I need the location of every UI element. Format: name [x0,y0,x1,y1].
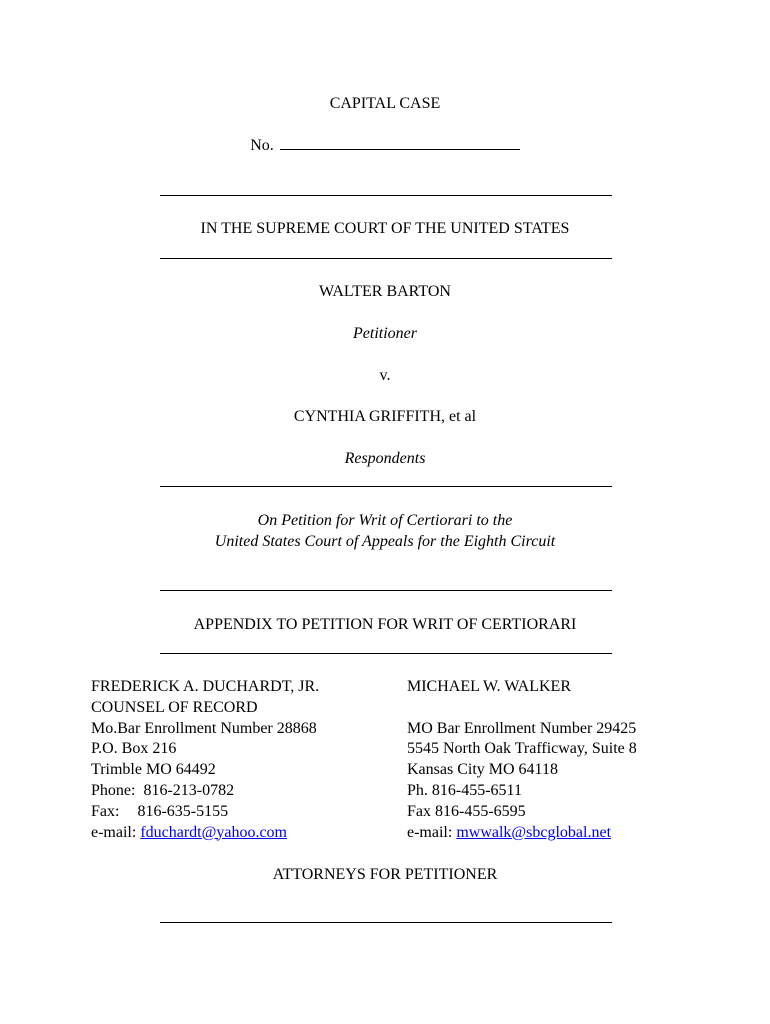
counsel-left-email-link[interactable]: fduchardt@yahoo.com [140,823,287,841]
counsel-left-email-line [91,823,319,844]
divider-3 [160,486,612,487]
case-number-line [0,137,770,155]
case-number-blank [280,137,520,150]
counsel-right-address2: Kansas City MO 64118 [407,761,558,779]
divider-4 [160,590,612,591]
petitioner-role: Petitioner [353,325,417,342]
counsel-left-address2: Trimble MO 64492 [91,761,216,779]
case-number-label: No. [250,137,274,154]
petition-line-2: United States Court of Appeals for the Eighth Circuit [214,533,556,550]
capital-case-heading: CAPITAL CASE [329,95,441,112]
counsel-left-phone: Phone: 816-213-0782 [91,781,235,799]
petitioner-name: WALTER BARTON [319,283,451,300]
respondent-role: Respondents [344,450,426,467]
counsel-right-fax: Fax 816-455-6595 [407,802,526,820]
counsel-right-email-label: e-mail: [407,823,453,841]
counsel-left-email-label: e-mail: [91,823,137,841]
counsel-left-name: FREDERICK A. DUCHARDT, JR. [91,678,320,695]
counsel-left-fax: 816-635-5155 [137,802,229,820]
counsel-left-fax-label: Fax: [91,802,120,820]
counsel-right-bar: MO Bar Enrollment Number 29425 [407,719,637,737]
court-name: IN THE SUPREME COURT OF THE UNITED STATES [200,220,570,237]
divider-6 [160,922,612,923]
counsel-right-name: MICHAEL W. WALKER [407,678,571,695]
counsel-right-block [407,677,637,843]
counsel-left-address1: P.O. Box 216 [91,740,177,758]
counsel-right-phone: Ph. 816-455-6511 [407,781,522,799]
counsel-left-fax-line [91,802,319,823]
counsel-right-email-line [407,823,637,844]
respondent-name: CYNTHIA GRIFFITH, et al [293,408,477,425]
divider-5 [160,653,612,654]
divider-1 [160,195,612,196]
counsel-right-email-link[interactable]: mwwalk@sbcglobal.net [456,823,612,841]
petition-line-1: On Petition for Writ of Certiorari to the [257,512,513,529]
counsel-left-bar: Mo.Bar Enrollment Number 28868 [91,719,317,737]
appendix-title: APPENDIX TO PETITION FOR WRIT OF CERTIORARI [193,616,577,633]
counsel-left-title: COUNSEL OF RECORD [91,698,258,716]
attorneys-for: ATTORNEYS FOR PETITIONER [272,866,498,883]
counsel-left-block [91,677,319,843]
counsel-right-address1: 5545 North Oak Trafficway, Suite 8 [407,740,637,758]
versus: v. [379,367,391,384]
divider-2 [160,258,612,259]
